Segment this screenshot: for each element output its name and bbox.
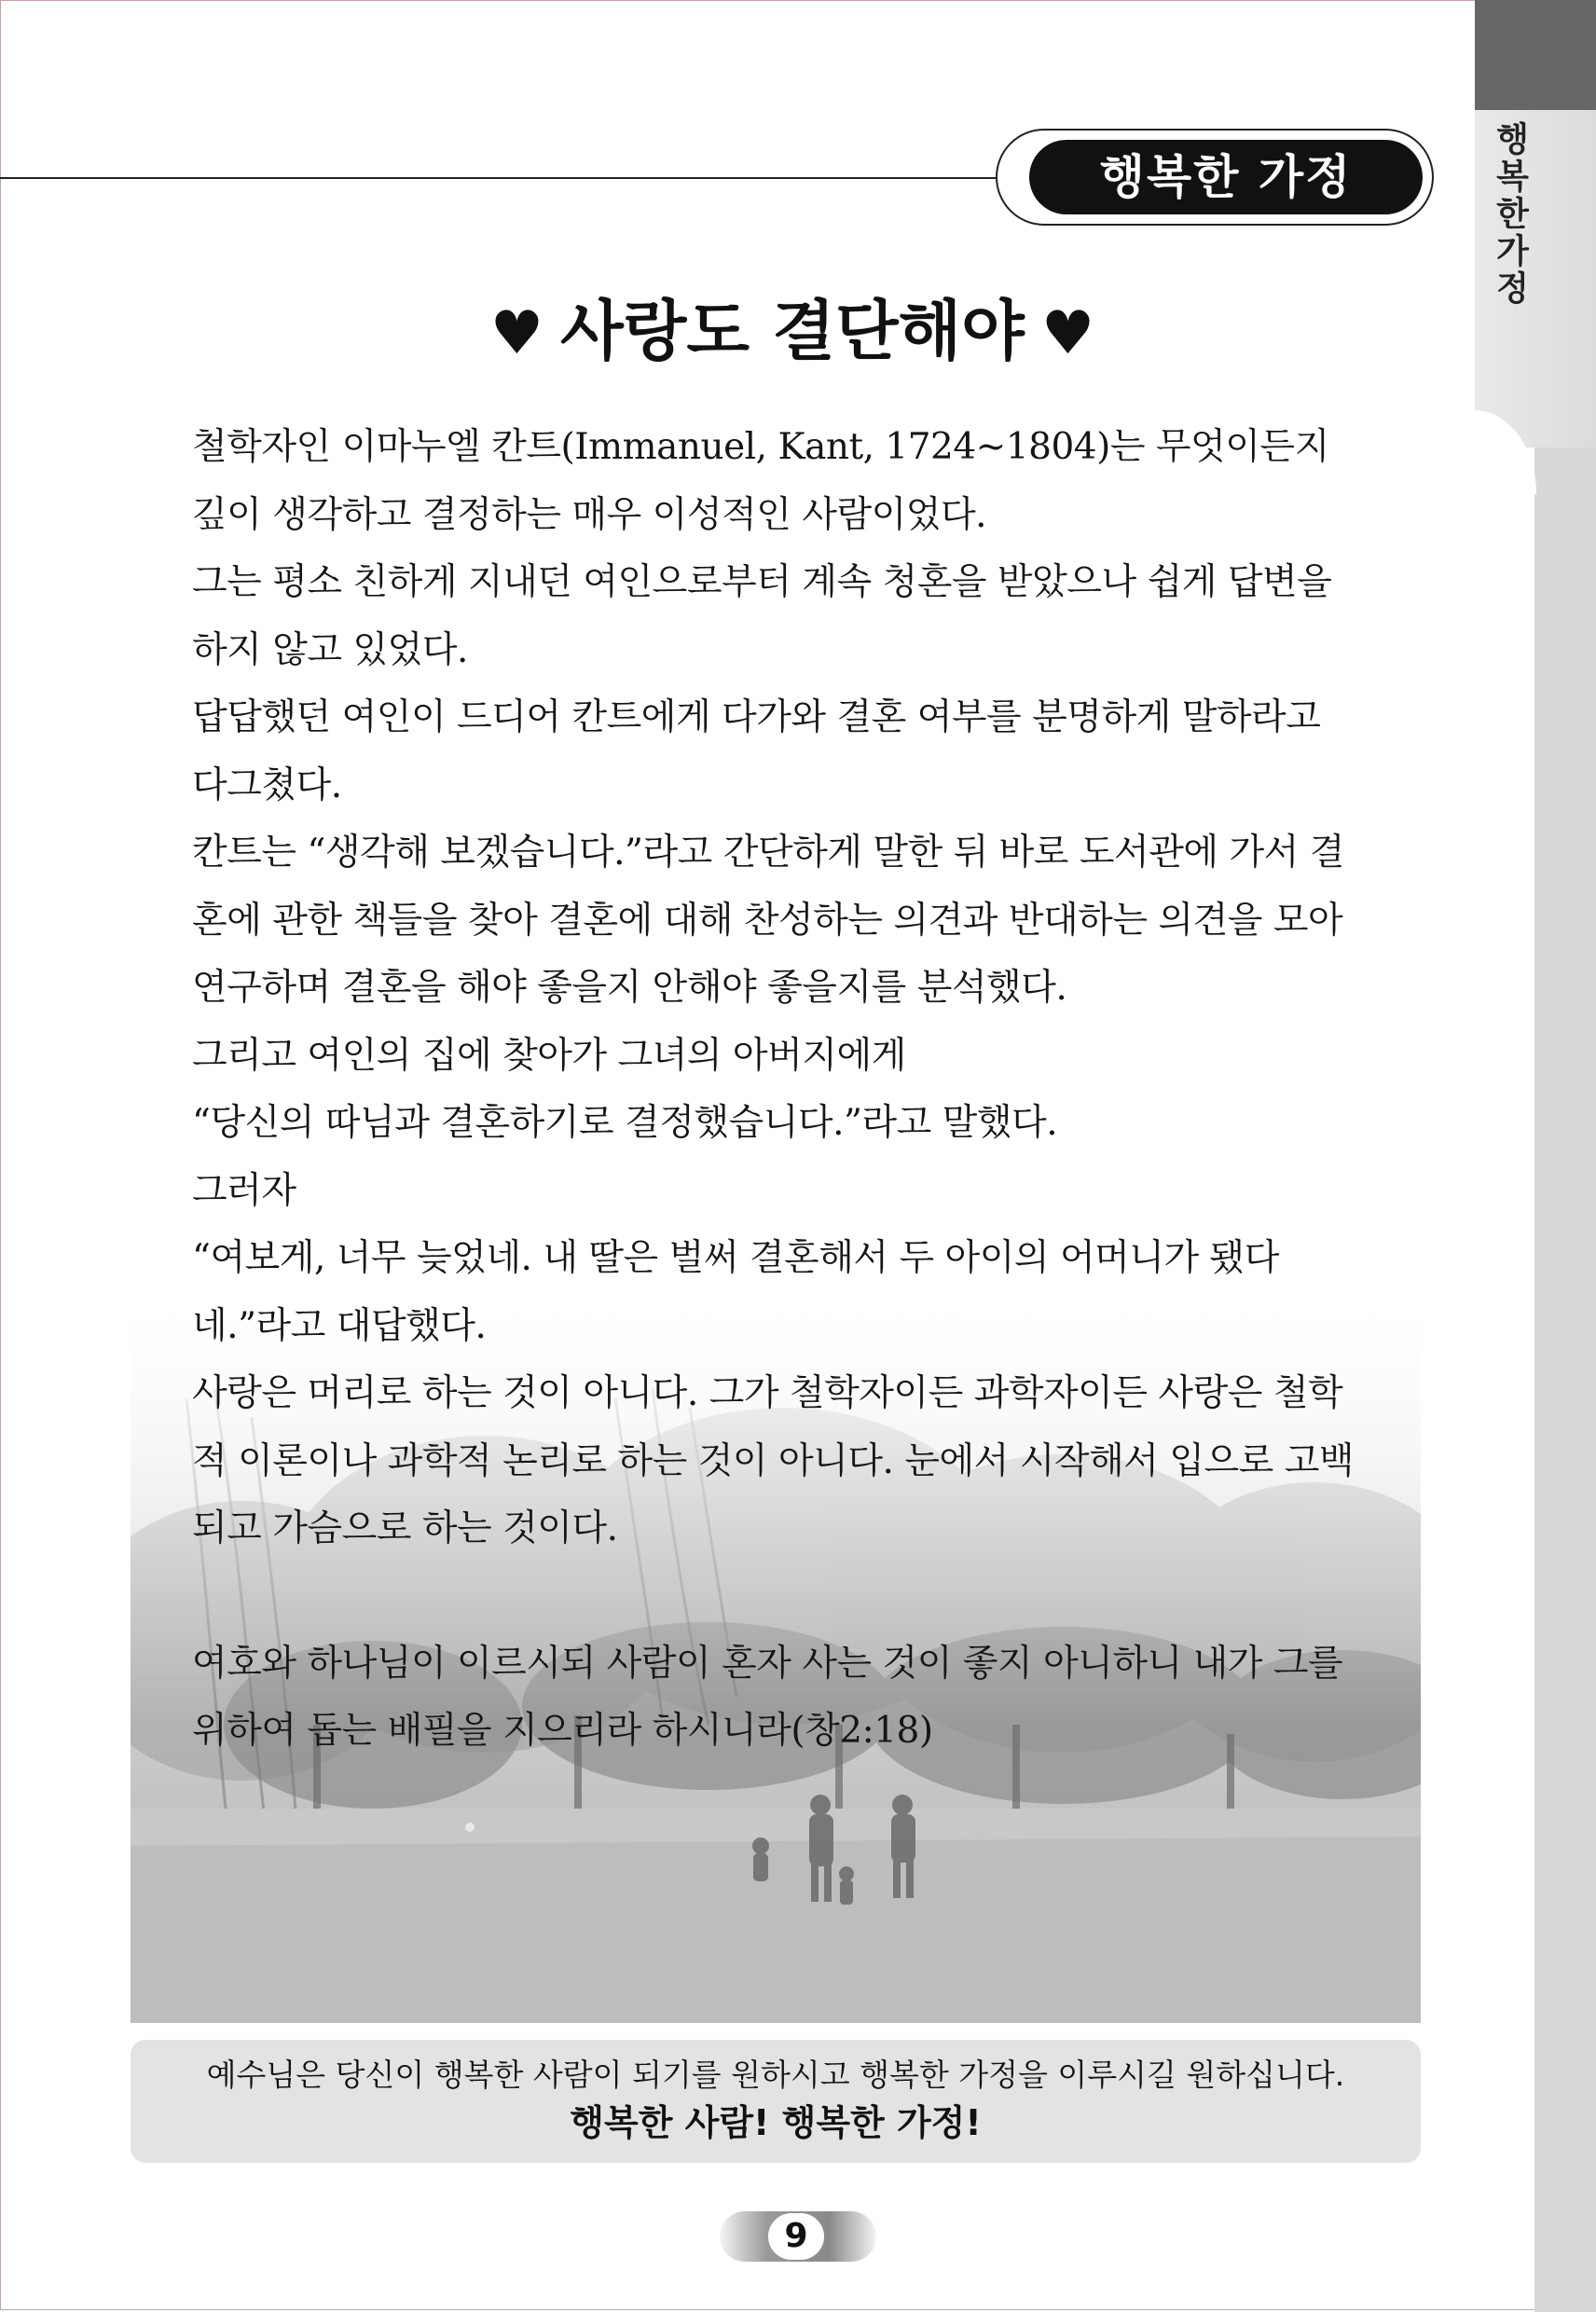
paragraph-3: 답답했던 여인이 드디어 칸트에게 다가와 결혼 여부를 분명하게 말하라고 다그쳤다. [192, 696, 1321, 806]
paragraph-9: 사랑은 머리로 하는 것이 아니다. 그가 철학자이든 과학자이든 사랑은 철학적 이론이나 과학적 논리로 하는 것이 아니다. 눈에서 시작해서 입으로 고백되고 가슴으로 하는 것이다. [192, 1372, 1355, 1549]
paragraph-7: 그러자 [192, 1169, 296, 1212]
paragraph-5: 그리고 여인의 집에 찾아가 그녀의 아버지에게 [192, 1034, 906, 1077]
bible-verse: 여호와 하나님이 이르시되 사람이 혼자 사는 것이 좋지 아니하니 내가 그를 위하여 돕는 배필을 지으리라 하시니라(창2:18) [192, 1642, 1343, 1752]
paragraph-6: “당신의 따님과 결혼하기로 결정했습니다.”라고 말했다. [192, 1102, 1058, 1144]
side-tab-label: 행복한가정 [1491, 121, 1529, 308]
footer-callout [131, 2040, 1421, 2163]
heart-icon-left: ♥ [489, 299, 544, 368]
heart-icon-right: ♥ [1040, 299, 1095, 368]
paragraph-1: 철학자인 이마누엘 칸트(Immanuel, Kant, 1724~1804)는 무엇이든지 깊이 생각하고 결정하는 매우 이성적인 사람이었다. [192, 426, 1329, 536]
header-rule [0, 177, 1009, 179]
title-text: 사랑도 결단해야 [560, 293, 1025, 369]
section-label: 행복한 가정 [1029, 140, 1423, 214]
footer-callout-line1: 예수님은 당신이 행복한 사람이 되기를 원하시고 행복한 가정을 이루시길 원하십니다. [206, 2057, 1345, 2093]
paragraph-8: “여보게, 너무 늦었네. 내 딸은 벌써 결혼해서 두 아이의 어머니가 됐다네.”라고 대답했다. [192, 1237, 1279, 1347]
side-tab-dark-block [1475, 0, 1596, 110]
paragraph-4: 칸트는 “생각해 보겠습니다.”라고 간단하게 말한 뒤 바로 도서관에 가서 결혼에 관한 책들을 찾아 결혼에 대해 찬성하는 의견과 반대하는 의견을 모아 연구하며 결혼을 해야 좋을지 안해야 좋을지를 분석했다. [192, 832, 1344, 1009]
page-title [280, 280, 1305, 385]
paragraph-2: 그는 평소 친하게 지내던 여인으로부터 계속 청혼을 받았으나 쉽게 답변을 하지 않고 있었다. [192, 561, 1332, 671]
footer-callout-line2: 행복한 사람! 행복한 가정! [570, 2102, 982, 2143]
page-number: 9 [768, 2213, 824, 2260]
article-body [192, 414, 1365, 1766]
